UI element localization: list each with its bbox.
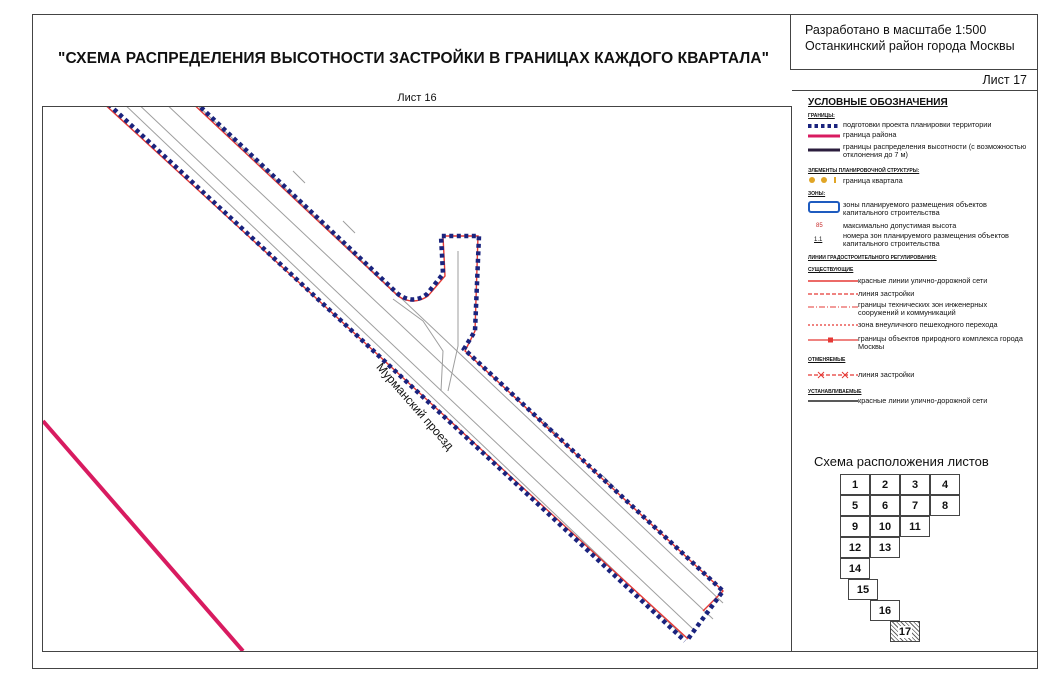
project-boundary-symbol: [808, 123, 840, 129]
district-boundary-line: [43, 421, 243, 651]
sheet-cell-16: 16: [870, 600, 900, 621]
legend-section-existing: СУЩЕСТВУЮЩИЕ: [808, 267, 854, 273]
sheet-cell-5: 5: [840, 495, 870, 516]
capital-zone-symbol: [808, 201, 840, 213]
legend-section-zones: ЗОНЫ:: [808, 191, 826, 197]
crossing-zone-symbol: [808, 322, 858, 328]
adjacent-sheet-label: Лист 16: [42, 90, 792, 107]
legend-section-boundaries: ГРАНИЦЫ:: [808, 113, 835, 119]
drawing-title: "СХЕМА РАСПРЕДЕЛЕНИЯ ВЫСОТНОСТИ ЗАСТРОЙКИ В ГРАНИЦАХ КАЖДОГО КВАРТАЛА": [58, 50, 770, 67]
red-line-established-symbol: [808, 398, 858, 404]
legend-crossing-zone: зона внеуличного пешеходного перехода: [858, 320, 998, 329]
natural-complex-symbol: [808, 336, 858, 344]
district-text: Останкинский район города Москвы: [805, 39, 1015, 53]
sheet-number: Лист 17: [982, 73, 1027, 87]
red-line-symbol: [808, 278, 858, 284]
scale-text: Разработано в масштабе 1:500: [805, 23, 987, 37]
height-boundary-symbol: [808, 147, 840, 153]
legend-zone-numbers: номера зон планируемого размещения объектов капитального строительства: [843, 231, 1009, 249]
legend-natural-complex: границы объектов природного комплекса города Москвы: [858, 334, 1023, 352]
zone-numbers-symbol: 1.1: [814, 237, 823, 243]
sheet-cell-7: 7: [900, 495, 930, 516]
max-height-symbol: 85: [816, 223, 823, 229]
legend-title: УСЛОВНЫЕ ОБОЗНАЧЕНИЯ: [808, 97, 948, 108]
map-area: [42, 90, 792, 652]
red-lines: [101, 99, 723, 639]
legend-building-line: линия застройки: [858, 289, 915, 298]
legend-max-height: максимально допустимая высота: [843, 221, 957, 230]
technical-zones-symbol: [808, 304, 858, 310]
sheet-cell-3: 3: [900, 474, 930, 495]
legend-block-boundary: граница квартала: [843, 176, 903, 185]
sheet-cell-6: 6: [870, 495, 900, 516]
sheet-cell-17-active: [890, 621, 920, 642]
sheet-cell-13: 13: [870, 537, 900, 558]
legend-technical-zones: границы технических зон инженерных сооружений и коммуникаций: [858, 300, 988, 318]
sheet-cell-15: 15: [848, 579, 878, 600]
legend-section-regulation: ЛИНИИ ГРАДОСТРОИТЕЛЬНОГО РЕГУЛИРОВАНИЯ:: [808, 255, 937, 261]
sheet-cell-1: 1: [840, 474, 870, 495]
sheet-cell-11: 11: [900, 516, 930, 537]
sheet-cell-4: 4: [930, 474, 960, 495]
sheet-scheme-title: Схема расположения листов: [814, 454, 989, 469]
project-boundary: [103, 97, 723, 641]
legend-building-line-cancelled: линия застройки: [858, 370, 915, 379]
road-label: Мурманский проезд: [373, 360, 457, 453]
legend-section-structure: ЭЛЕМЕНТЫ ПЛАНИРОВОЧНОЙ СТРУКТУРЫ:: [808, 168, 920, 174]
road-edges: [121, 99, 723, 636]
info-box: [790, 14, 1038, 70]
legend-red-lines-existing: красные линии улично-дорожной сети: [858, 276, 988, 285]
title-block: [32, 14, 790, 88]
sheet-cell-12: 12: [840, 537, 870, 558]
sheet-cell-14: 14: [840, 558, 870, 579]
legend-district-boundary: граница района: [843, 130, 897, 139]
sheet-cell-9: 9: [840, 516, 870, 537]
block-boundary-symbol: [808, 175, 840, 185]
legend-red-lines-established: красные линии улично-дорожной сети: [858, 396, 988, 405]
legend-capital-zone: зоны планируемого размещения объектов капитального строительства: [843, 200, 987, 218]
legend-section-established: УСТАНАВЛИВАЕМЫЕ: [808, 389, 862, 395]
district-boundary-symbol: [808, 133, 840, 139]
legend: [792, 90, 1038, 652]
building-line-symbol: [808, 291, 858, 297]
building-line-cancelled-symbol: [808, 371, 858, 379]
map-svg: [43, 91, 792, 652]
sheet-cell-17-label: 17: [898, 626, 912, 638]
legend-project-boundary: подготовки проекта планировки территории: [843, 120, 992, 129]
legend-height-boundary: границы распределения высотности (с возможностью отклонения до 7 м): [843, 142, 1027, 160]
legend-section-cancelled: ОТМЕНЯЕМЫЕ: [808, 357, 846, 363]
sheet-cell-8: 8: [930, 495, 960, 516]
sheet-cell-2: 2: [870, 474, 900, 495]
sheet-cell-10: 10: [870, 516, 900, 537]
